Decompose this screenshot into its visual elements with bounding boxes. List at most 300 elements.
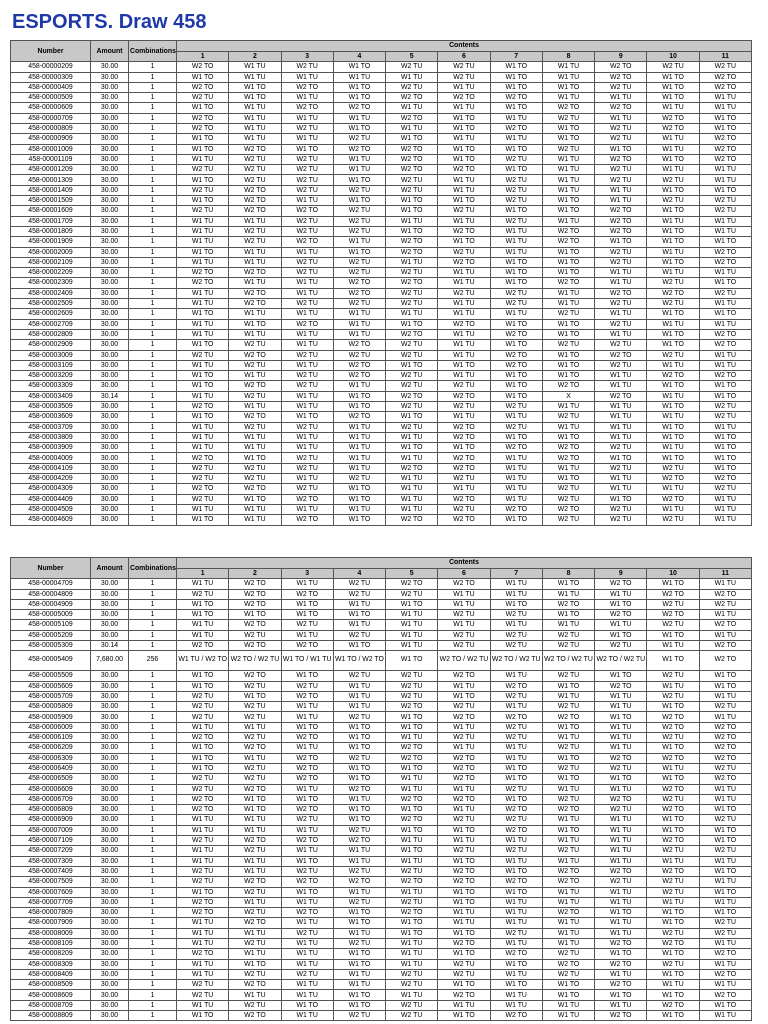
content-cell: W1 TO [333, 402, 385, 412]
content-cell: W2 TO [438, 165, 490, 175]
content-cell: W2 TU [647, 928, 699, 938]
combinations-cell: 1 [129, 113, 177, 123]
table-row [11, 443, 752, 453]
content-cell: W2 TU [438, 733, 490, 743]
table-row [11, 908, 752, 918]
ticket-number-cell: 458-00003709 [11, 422, 91, 432]
content-cell: W1 TU [281, 980, 333, 990]
content-cell: W2 TO [490, 949, 542, 959]
content-cell: W2 TU [595, 319, 647, 329]
content-cell: W2 TU [281, 185, 333, 195]
content-cell: W1 TU [699, 959, 751, 969]
ticket-number-cell: 458-00005509 [11, 671, 91, 681]
content-cell: W1 TO [177, 753, 229, 763]
content-cell: W2 TO [281, 877, 333, 887]
ticket-number-cell: 458-00003509 [11, 402, 91, 412]
content-cell: W2 TO [386, 329, 438, 339]
content-cell: W1 TU [699, 784, 751, 794]
content-cell: W2 TU [386, 1000, 438, 1010]
combinations-cell: 1 [129, 103, 177, 113]
content-cell: W2 TO [438, 422, 490, 432]
content-cell: W1 TU [595, 278, 647, 288]
content-cell: W1 TU [542, 928, 594, 938]
content-cell: W1 TU [281, 784, 333, 794]
content-cell: W1 TO [490, 103, 542, 113]
content-cell: W2 TU [647, 887, 699, 897]
table-row [11, 784, 752, 794]
amount-cell: 30.00 [91, 620, 129, 630]
content-cell: W2 TU [333, 630, 385, 640]
content-cell: W1 TU [647, 980, 699, 990]
content-cell: W1 TU [177, 216, 229, 226]
content-cell: W1 TO [333, 763, 385, 773]
content-cell: W2 TU [647, 62, 699, 72]
content-cell: W1 TU [386, 640, 438, 650]
content-cell: W2 TU [386, 589, 438, 599]
content-cell: W1 TU [177, 299, 229, 309]
amount-cell: 30.00 [91, 887, 129, 897]
content-cell: W2 TU [595, 299, 647, 309]
content-cell: W2 TO [386, 908, 438, 918]
content-cell: W2 TO [595, 206, 647, 216]
content-cell: W2 TO [438, 763, 490, 773]
amount-header: Amount [91, 558, 129, 579]
content-cell: W2 TU [177, 185, 229, 195]
ticket-number-cell: 458-00004609 [11, 515, 91, 525]
content-cell: W2 TO [438, 463, 490, 473]
content-cell: W1 TO [699, 805, 751, 815]
content-cell: W1 TU [229, 753, 281, 763]
content-cell: W2 TU [281, 620, 333, 630]
content-cell: W1 TO [647, 453, 699, 463]
ticket-number-cell: 458-00002109 [11, 257, 91, 267]
ticket-number-cell: 458-00005909 [11, 712, 91, 722]
content-cell: W2 TO [490, 93, 542, 103]
ticket-number-cell: 458-00007709 [11, 897, 91, 907]
table-row [11, 691, 752, 701]
content-cell: W2 TO [595, 753, 647, 763]
content-cell: W2 TO [177, 805, 229, 815]
content-cell: W2 TU [177, 784, 229, 794]
content-cell: W2 TU [438, 969, 490, 979]
ticket-number-cell: 458-00007609 [11, 887, 91, 897]
content-cell: W2 TU [333, 579, 385, 589]
combinations-cell: 1 [129, 620, 177, 630]
content-cell: W1 TO [595, 671, 647, 681]
content-cell: W2 TU [177, 877, 229, 887]
combinations-cell: 1 [129, 412, 177, 422]
content-cell: W1 TU [386, 216, 438, 226]
content-cell: W1 TU [542, 175, 594, 185]
amount-cell: 30.00 [91, 463, 129, 473]
content-cell: W1 TU [595, 856, 647, 866]
content-cell: W2 TO [281, 805, 333, 815]
content-cell: W2 TO [595, 610, 647, 620]
content-cell: W1 TO [542, 196, 594, 206]
content-cell: W2 TU [699, 763, 751, 773]
content-cell: W1 TU [699, 691, 751, 701]
table-row [11, 671, 752, 681]
content-cell: W1 TO [333, 805, 385, 815]
content-cell: W2 TU [333, 185, 385, 195]
content-cell: W1 TO [699, 309, 751, 319]
content-cell: W1 TU [177, 856, 229, 866]
content-cell: W1 TU [281, 329, 333, 339]
content-cell: W1 TU [386, 959, 438, 969]
content-cell: W1 TU [647, 268, 699, 278]
amount-cell: 30.00 [91, 226, 129, 236]
table-row [11, 918, 752, 928]
content-cell: W1 TU [647, 443, 699, 453]
content-cell: W1 TO [438, 856, 490, 866]
content-cell: W2 TU [333, 589, 385, 599]
amount-cell: 30.00 [91, 185, 129, 195]
content-cell: W2 TO [438, 579, 490, 589]
content-cell: W1 TU [438, 918, 490, 928]
content-cell: W1 TO [177, 381, 229, 391]
amount-cell: 30.00 [91, 196, 129, 206]
content-cell: W1 TU [177, 620, 229, 630]
combinations-cell: 1 [129, 144, 177, 154]
combinations-cell: 1 [129, 268, 177, 278]
content-cell: W2 TU [386, 82, 438, 92]
content-cell: W2 TO [647, 610, 699, 620]
amount-cell: 30.00 [91, 908, 129, 918]
content-cell: W2 TU [177, 474, 229, 484]
content-cell: W1 TO [333, 733, 385, 743]
content-cell: W2 TO [177, 268, 229, 278]
content-cell: W2 TO [542, 866, 594, 876]
content-cell: W1 TU [438, 784, 490, 794]
content-cell: W2 TO [542, 226, 594, 236]
content-cell: W1 TO [595, 990, 647, 1000]
content-cell: W2 TU [595, 360, 647, 370]
content-cell: W1 TO [438, 360, 490, 370]
content-cell: W1 TO [490, 980, 542, 990]
content-cell: W1 TO [542, 722, 594, 732]
col-header: 6 [438, 52, 490, 62]
content-cell: W1 TO [386, 599, 438, 609]
content-cell: W2 TU [333, 825, 385, 835]
content-cell: W1 TO [490, 794, 542, 804]
content-cell: W1 TO [490, 515, 542, 525]
content-cell: W1 TU [333, 154, 385, 164]
content-cell: W2 TO [438, 319, 490, 329]
content-cell: W2 TU [386, 185, 438, 195]
content-cell: W2 TO [595, 216, 647, 226]
content-cell: W2 TO [595, 959, 647, 969]
combinations-cell: 1 [129, 329, 177, 339]
table-row [11, 589, 752, 599]
ticket-number-cell: 458-00004709 [11, 579, 91, 589]
amount-cell: 30.00 [91, 959, 129, 969]
col-header: 4 [333, 52, 385, 62]
combinations-cell: 1 [129, 939, 177, 949]
ticket-number-cell: 458-00000809 [11, 123, 91, 133]
content-cell: W1 TU [595, 918, 647, 928]
ticket-number-cell: 458-00003109 [11, 360, 91, 370]
ticket-number-cell: 458-00007409 [11, 866, 91, 876]
ticket-number-cell: 458-00000509 [11, 93, 91, 103]
amount-cell: 30.00 [91, 350, 129, 360]
col-header: 10 [647, 52, 699, 62]
content-cell: W1 TO [177, 599, 229, 609]
combinations-cell: 1 [129, 237, 177, 247]
amount-cell: 30.00 [91, 494, 129, 504]
content-cell: W2 TU [281, 62, 333, 72]
content-cell: W2 TO [386, 463, 438, 473]
amount-cell: 30.00 [91, 990, 129, 1000]
content-cell: W1 TO [229, 610, 281, 620]
content-cell: W1 TU [647, 319, 699, 329]
content-cell: W1 TU [177, 918, 229, 928]
content-cell: W2 TU [595, 640, 647, 650]
table-row [11, 391, 752, 401]
content-cell: W1 TU [281, 579, 333, 589]
content-cell: W2 TO [438, 712, 490, 722]
combinations-cell: 1 [129, 825, 177, 835]
content-cell: W1 TO [333, 815, 385, 825]
content-cell: W2 TU [386, 866, 438, 876]
content-cell: W2 TU [333, 753, 385, 763]
content-cell: W2 TU [699, 918, 751, 928]
content-cell: W2 TU [333, 474, 385, 484]
content-cell: W2 TO [229, 268, 281, 278]
content-cell: W1 TU [229, 257, 281, 267]
ticket-number-cell: 458-00000409 [11, 82, 91, 92]
content-cell: W1 TU [438, 175, 490, 185]
content-cell: W1 TU [177, 391, 229, 401]
page-title: ESPORTS. Draw 458 [12, 11, 207, 33]
content-cell: W1 TO [229, 93, 281, 103]
table-row [11, 463, 752, 473]
content-cell: W2 TU [699, 484, 751, 494]
content-cell: W1 TU [177, 360, 229, 370]
content-cell: W2 TU [386, 422, 438, 432]
amount-cell: 30.00 [91, 753, 129, 763]
content-cell: W1 TO [647, 72, 699, 82]
combinations-cell: 1 [129, 134, 177, 144]
col-header: 9 [595, 52, 647, 62]
content-cell: W1 TO [177, 103, 229, 113]
content-cell: W1 TO [647, 257, 699, 267]
content-cell: W1 TO [699, 432, 751, 442]
content-cell: W1 TO [386, 651, 438, 671]
amount-cell: 30.00 [91, 969, 129, 979]
col-header: 2 [229, 569, 281, 579]
content-cell: W1 TU [595, 402, 647, 412]
content-cell: W2 TO [542, 712, 594, 722]
content-cell: W1 TO [177, 681, 229, 691]
table-row [11, 722, 752, 732]
content-cell: W2 TO [281, 640, 333, 650]
content-cell: W2 TU [490, 196, 542, 206]
content-cell: W2 TU [229, 360, 281, 370]
content-cell: W1 TO [438, 825, 490, 835]
content-cell: W1 TU [595, 329, 647, 339]
content-cell: W2 TO [386, 144, 438, 154]
ticket-number-cell: 458-00004809 [11, 589, 91, 599]
content-cell: W1 TU [595, 702, 647, 712]
content-cell: W2 TO [177, 733, 229, 743]
content-cell: W1 TO [333, 1000, 385, 1010]
content-cell: W2 TO [229, 620, 281, 630]
table-row [11, 836, 752, 846]
content-cell: W1 TU [386, 103, 438, 113]
content-cell: W2 TU [490, 846, 542, 856]
content-cell: W2 TO [699, 329, 751, 339]
content-cell: W2 TO [229, 288, 281, 298]
content-cell: W2 TU [229, 154, 281, 164]
content-cell: W2 TO [438, 794, 490, 804]
content-cell: W1 TO [595, 774, 647, 784]
content-cell: W2 TU [281, 257, 333, 267]
content-cell: W1 TO [281, 671, 333, 681]
content-cell: W2 TO [333, 360, 385, 370]
content-cell: W1 TO [647, 651, 699, 671]
content-cell: W2 TU [438, 815, 490, 825]
ticket-number-cell: 458-00002709 [11, 319, 91, 329]
content-cell: W1 TU [595, 733, 647, 743]
content-cell: W2 TO [595, 579, 647, 589]
content-cell: W1 TO [647, 422, 699, 432]
content-cell: W1 TU [229, 134, 281, 144]
amount-cell: 30.00 [91, 82, 129, 92]
content-cell: W1 TU [699, 422, 751, 432]
combinations-cell: 1 [129, 763, 177, 773]
amount-cell: 30.00 [91, 815, 129, 825]
content-cell: W2 TO [438, 391, 490, 401]
content-cell: W2 TU [699, 62, 751, 72]
content-cell: W2 TO [647, 113, 699, 123]
content-cell: W1 TU [438, 216, 490, 226]
ticket-number-cell: 458-00001509 [11, 196, 91, 206]
content-cell: W2 TU [438, 402, 490, 412]
content-cell: W2 TO [281, 237, 333, 247]
table-row [11, 939, 752, 949]
combinations-cell: 1 [129, 299, 177, 309]
amount-cell: 30.00 [91, 340, 129, 350]
combinations-cell: 1 [129, 969, 177, 979]
content-cell: W1 TU [281, 72, 333, 82]
content-cell: W2 TU [438, 381, 490, 391]
content-cell: W2 TO [177, 402, 229, 412]
ticket-number-cell: 458-00003309 [11, 381, 91, 391]
ticket-number-cell: 458-00008209 [11, 949, 91, 959]
combinations-cell: 1 [129, 206, 177, 216]
content-cell: W2 TU [177, 866, 229, 876]
content-cell: W2 TO [699, 247, 751, 257]
content-cell: W1 TU [281, 432, 333, 442]
ticket-number-cell: 458-00006309 [11, 753, 91, 763]
content-cell: W2 TU [438, 72, 490, 82]
content-cell: W2 TU [281, 453, 333, 463]
content-cell: W2 TO [699, 969, 751, 979]
content-cell: W1 TU [281, 443, 333, 453]
content-cell: W2 TO [438, 939, 490, 949]
content-cell: W2 TU [229, 340, 281, 350]
content-cell: W1 TU [490, 589, 542, 599]
ticket-number-cell: 458-00006909 [11, 815, 91, 825]
content-cell: W1 TU [281, 959, 333, 969]
content-cell: W1 TO [333, 247, 385, 257]
content-cell: W2 TO [177, 908, 229, 918]
amount-cell: 30.00 [91, 299, 129, 309]
combinations-cell: 1 [129, 196, 177, 206]
content-cell: W1 TU [333, 443, 385, 453]
combinations-cell: 1 [129, 319, 177, 329]
content-cell: W1 TO [647, 381, 699, 391]
combinations-cell: 1 [129, 836, 177, 846]
content-cell: W1 TU [595, 268, 647, 278]
draw-table-1 [10, 40, 752, 526]
table-row [11, 959, 752, 969]
content-cell: W2 TO [490, 825, 542, 835]
content-cell: W1 TU [229, 990, 281, 1000]
content-cell: W1 TU [699, 175, 751, 185]
content-cell: W2 TO [229, 599, 281, 609]
content-cell: W2 TU [438, 959, 490, 969]
content-cell: W2 TU [595, 82, 647, 92]
content-cell: W1 TU [542, 815, 594, 825]
combinations-cell: 1 [129, 154, 177, 164]
content-cell: W1 TU [177, 928, 229, 938]
content-cell: W1 TU [490, 579, 542, 589]
content-cell: W1 TU [177, 959, 229, 969]
content-cell: W1 TU [229, 103, 281, 113]
content-cell: W1 TO [699, 836, 751, 846]
content-cell: W2 TO [386, 515, 438, 525]
combinations-cell: 1 [129, 846, 177, 856]
table-row [11, 504, 752, 514]
combinations-cell: 1 [129, 743, 177, 753]
content-cell: W2 TU [386, 691, 438, 701]
amount-cell: 30.00 [91, 257, 129, 267]
content-cell: W1 TO [177, 371, 229, 381]
content-cell: W1 TU [177, 825, 229, 835]
ticket-number-cell: 458-00005709 [11, 691, 91, 701]
amount-cell: 30.00 [91, 691, 129, 701]
content-cell: W1 TU [699, 630, 751, 640]
ticket-number-cell: 458-00008409 [11, 969, 91, 979]
content-cell: W2 TU [229, 463, 281, 473]
content-cell: W1 TU [333, 72, 385, 82]
content-cell: W1 TU [177, 319, 229, 329]
amount-cell: 30.00 [91, 805, 129, 815]
amount-cell: 30.00 [91, 610, 129, 620]
content-cell: W2 TU [490, 402, 542, 412]
table-row [11, 651, 752, 671]
content-cell: W1 TU [333, 980, 385, 990]
content-cell: W2 TU [438, 474, 490, 484]
content-cell: W1 TU [490, 908, 542, 918]
content-cell: W1 TU [595, 969, 647, 979]
ticket-number-cell: 458-00001709 [11, 216, 91, 226]
content-cell: W1 TU [490, 969, 542, 979]
content-cell: W1 TU [542, 288, 594, 298]
combinations-cell: 1 [129, 474, 177, 484]
content-cell: W2 TU [438, 288, 490, 298]
content-cell: W1 TU [438, 681, 490, 691]
table-row [11, 62, 752, 72]
content-cell: W2 TO [281, 494, 333, 504]
ticket-number-cell: 458-00005609 [11, 681, 91, 691]
content-cell: W1 TU [490, 939, 542, 949]
content-cell: W1 TU [438, 722, 490, 732]
col-header: 7 [490, 52, 542, 62]
content-cell: W1 TU [699, 226, 751, 236]
content-cell: W1 TU [699, 360, 751, 370]
